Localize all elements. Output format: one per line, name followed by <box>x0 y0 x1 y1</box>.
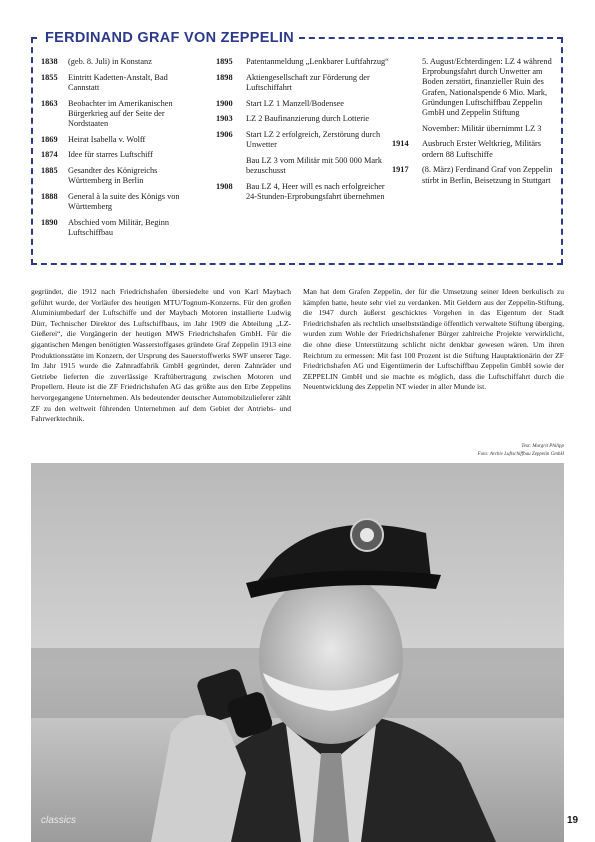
timeline-entry <box>41 135 201 145</box>
timeline-entry <box>41 192 201 212</box>
timeline-entry <box>41 218 201 238</box>
timeline-entry <box>216 99 391 109</box>
timeline-entry <box>216 73 391 93</box>
timeline-year <box>392 57 422 118</box>
timeline-year: 1917 <box>392 165 409 175</box>
timeline-year: 1888 <box>41 192 58 202</box>
timeline-text: Start LZ 1 Manzell/Bodensee <box>246 98 344 108</box>
timeline-entry <box>392 124 554 134</box>
timeline-text: General à la suite des Königs von Württemberg <box>68 192 180 212</box>
timeline-year: 1900 <box>216 98 233 108</box>
timeline-entry <box>41 73 201 93</box>
timeline-year: 1869 <box>41 134 58 144</box>
timeline-year: 1895 <box>216 57 233 66</box>
article-column-right: Man hat dem Grafen Zeppelin, der für die Umsetzung seiner Ideen berkulisch zu kämpfen hatte, heute sehr viel zu verdanken. Mit Geldern aus der Zeppelin-Stiftung, die 1947 durch äußerst geschicktes Vorgehen in das Eigentum der Stadt Friedrichshafen als rechtlich unselbstständige öffentlich verwaltete Stiftung überging, wurden zum Wohle der Friedrichshafener Bürger zahlreiche Projekte verwirklicht, die ohne diese Unterstützung schlicht nicht denkbar gewesen wären. Um ihren Reichtum zu ermessen: Mit fast 100 Prozent ist die Stiftung Hauptaktionärin der ZF Friedrichshafen AG und Eigentümerin der Luftschiffbau Zeppelin GmbH sowie der ZEPPELIN GmbH und sie machte es möglich, dass die Luftschiffahrt durch die Neuentwicklung des Zeppelin NT wieder in aller Munde ist. <box>303 287 564 392</box>
timeline-entry <box>216 156 391 176</box>
timeline-year: 1855 <box>41 72 58 82</box>
timeline-year: 1874 <box>41 150 58 160</box>
timeline-text: Start LZ 2 erfolgreich, Zerstörung durch Unwetter <box>246 130 381 150</box>
timeline-entry <box>41 166 201 186</box>
timeline-text: Ausbruch Erster Weltkrieg, Militärs ordern 88 Luftschiffe <box>422 139 541 159</box>
timeline-text: LZ 2 Baufinanzierung durch Lotterie <box>246 114 370 124</box>
timeline-text: Aktiengesellschaft zur Förderung der Luftschiffahrt <box>246 72 370 92</box>
timeline-year: 1906 <box>216 130 233 140</box>
photo-credit: Foto: Archiv Luftschiffbau Zeppelin GmbH <box>477 452 564 457</box>
timeline-entry <box>41 99 201 130</box>
timeline-entry <box>41 150 201 160</box>
timeline-text: November: Militär übernimmt LZ 3 <box>422 123 542 133</box>
timeline-text: Beobachter im Amerikanischen Bürgerkrieg auf der Seite der Nordstaaten <box>68 98 173 129</box>
timeline-entry <box>216 182 391 202</box>
timeline-year <box>216 156 246 176</box>
timeline-year: 1914 <box>392 139 409 149</box>
timeline-entry <box>41 57 201 67</box>
portrait-photo <box>31 463 564 842</box>
timeline-year <box>392 124 422 134</box>
text-credit: Text: Margrit Philipp <box>521 444 564 449</box>
timeline-year: 1863 <box>41 98 58 108</box>
timeline-entry <box>216 114 391 124</box>
timeline-text: Bau LZ 3 vom Militär mit 500 000 Mark bezuschusst <box>246 155 382 176</box>
timeline-year: 1885 <box>41 166 58 176</box>
timeline-column-3 <box>392 57 554 191</box>
timeline-column-1 <box>41 57 201 244</box>
timeline-year: 1903 <box>216 114 233 124</box>
timeline-entry <box>216 130 391 150</box>
timeline-entry <box>216 57 391 67</box>
timeline-text: Patentanmeldung „Lenkbarer Luftfahrzug“ <box>246 57 389 66</box>
timeline-text: 5. August/Echterdingen: LZ 4 während Erprobungsfahrt durch Unwetter am Boden zerstört, finanzieller Ruin des Grafen, Nationalspende 6 Mio. Mark, Gründungen Luftschiffbau Zeppelin GmbH und Zeppelin Stiftung <box>422 57 552 118</box>
timeline-entry <box>392 57 554 118</box>
timeline-year: 1838 <box>41 57 58 66</box>
timeline-text: Idee für starres Luftschiff <box>68 150 153 160</box>
timeline-entry <box>392 139 554 159</box>
page-title: FERDINAND GRAF VON ZEPPELIN <box>40 29 299 47</box>
timeline-text: Heirat Isabella v. Wolff <box>68 134 146 144</box>
timeline-year: 1898 <box>216 72 233 82</box>
timeline-year: 1890 <box>41 217 58 227</box>
timeline-text: (geb. 8. Juli) in Konstanz <box>68 57 152 66</box>
timeline-year: 1908 <box>216 181 233 191</box>
timeline-text: Gesandter des Königreichs Württemberg in Berlin <box>68 166 158 186</box>
timeline-text: (8. März) Ferdinand Graf von Zeppelin stirbt in Berlin, Beisetzung in Stuttgart <box>422 165 553 185</box>
timeline-text: Abschied vom Militär, Beginn Luftschiffbau <box>68 217 170 238</box>
page-number: 19 <box>567 815 579 826</box>
timeline-entry <box>392 165 554 185</box>
timeline-text: Bau LZ 4, Heer will es nach erfolgreicher 24-Stunden-Erprobungsfahrt übernehmen <box>246 181 385 202</box>
magazine-logo: classics <box>41 815 77 826</box>
timeline-column-2 <box>216 57 391 208</box>
timeline-text: Eintritt Kadetten-Anstalt, Bad Cannstatt <box>68 72 168 92</box>
article-column-left: gegründet, die 1912 nach Friedrichshafen übersiedelte und von Karl Maybach geführt wurde, der Vorläufer des heutigen MTU/Tognum-Konzerns. Für den großen Aluminiumbedarf der Luftschiffe und der Maybach Motoren installierte Ludwig Dürr, Technischer Direktor des Luftschiffbaus, im Jahr 1909 die Abteilung „LZ-Gießerei“, die Vorgängerin der heutigen MWS Friedrichshafen GmbH. Für die gigantischen Mengen benötigten Wasserstoffgases gründete Graf Zeppelin 1913 eine Produktionsstätte im Konzern, der Ursprung des Sauerstoffwerks SWF unserer Tage. Im Jahr 1915 wurde die Zahnradfabrik GmbH gegründet, deren Zahnräder und Getriebe lieferten die zuverlässige Kraftübertragung zwischen Motoren und Propellern. Heute ist die ZF Friedrichshafen AG das größte aus den Erbe Zeppelins hervorgegangene Unternehmen. Als bedeutender deutscher Automobilzulieferer zählt ZF zu den weltweit führenden Unternehmen auf dem Gebiet der Antriebs- und Fahrwerktechnik. <box>31 287 291 424</box>
